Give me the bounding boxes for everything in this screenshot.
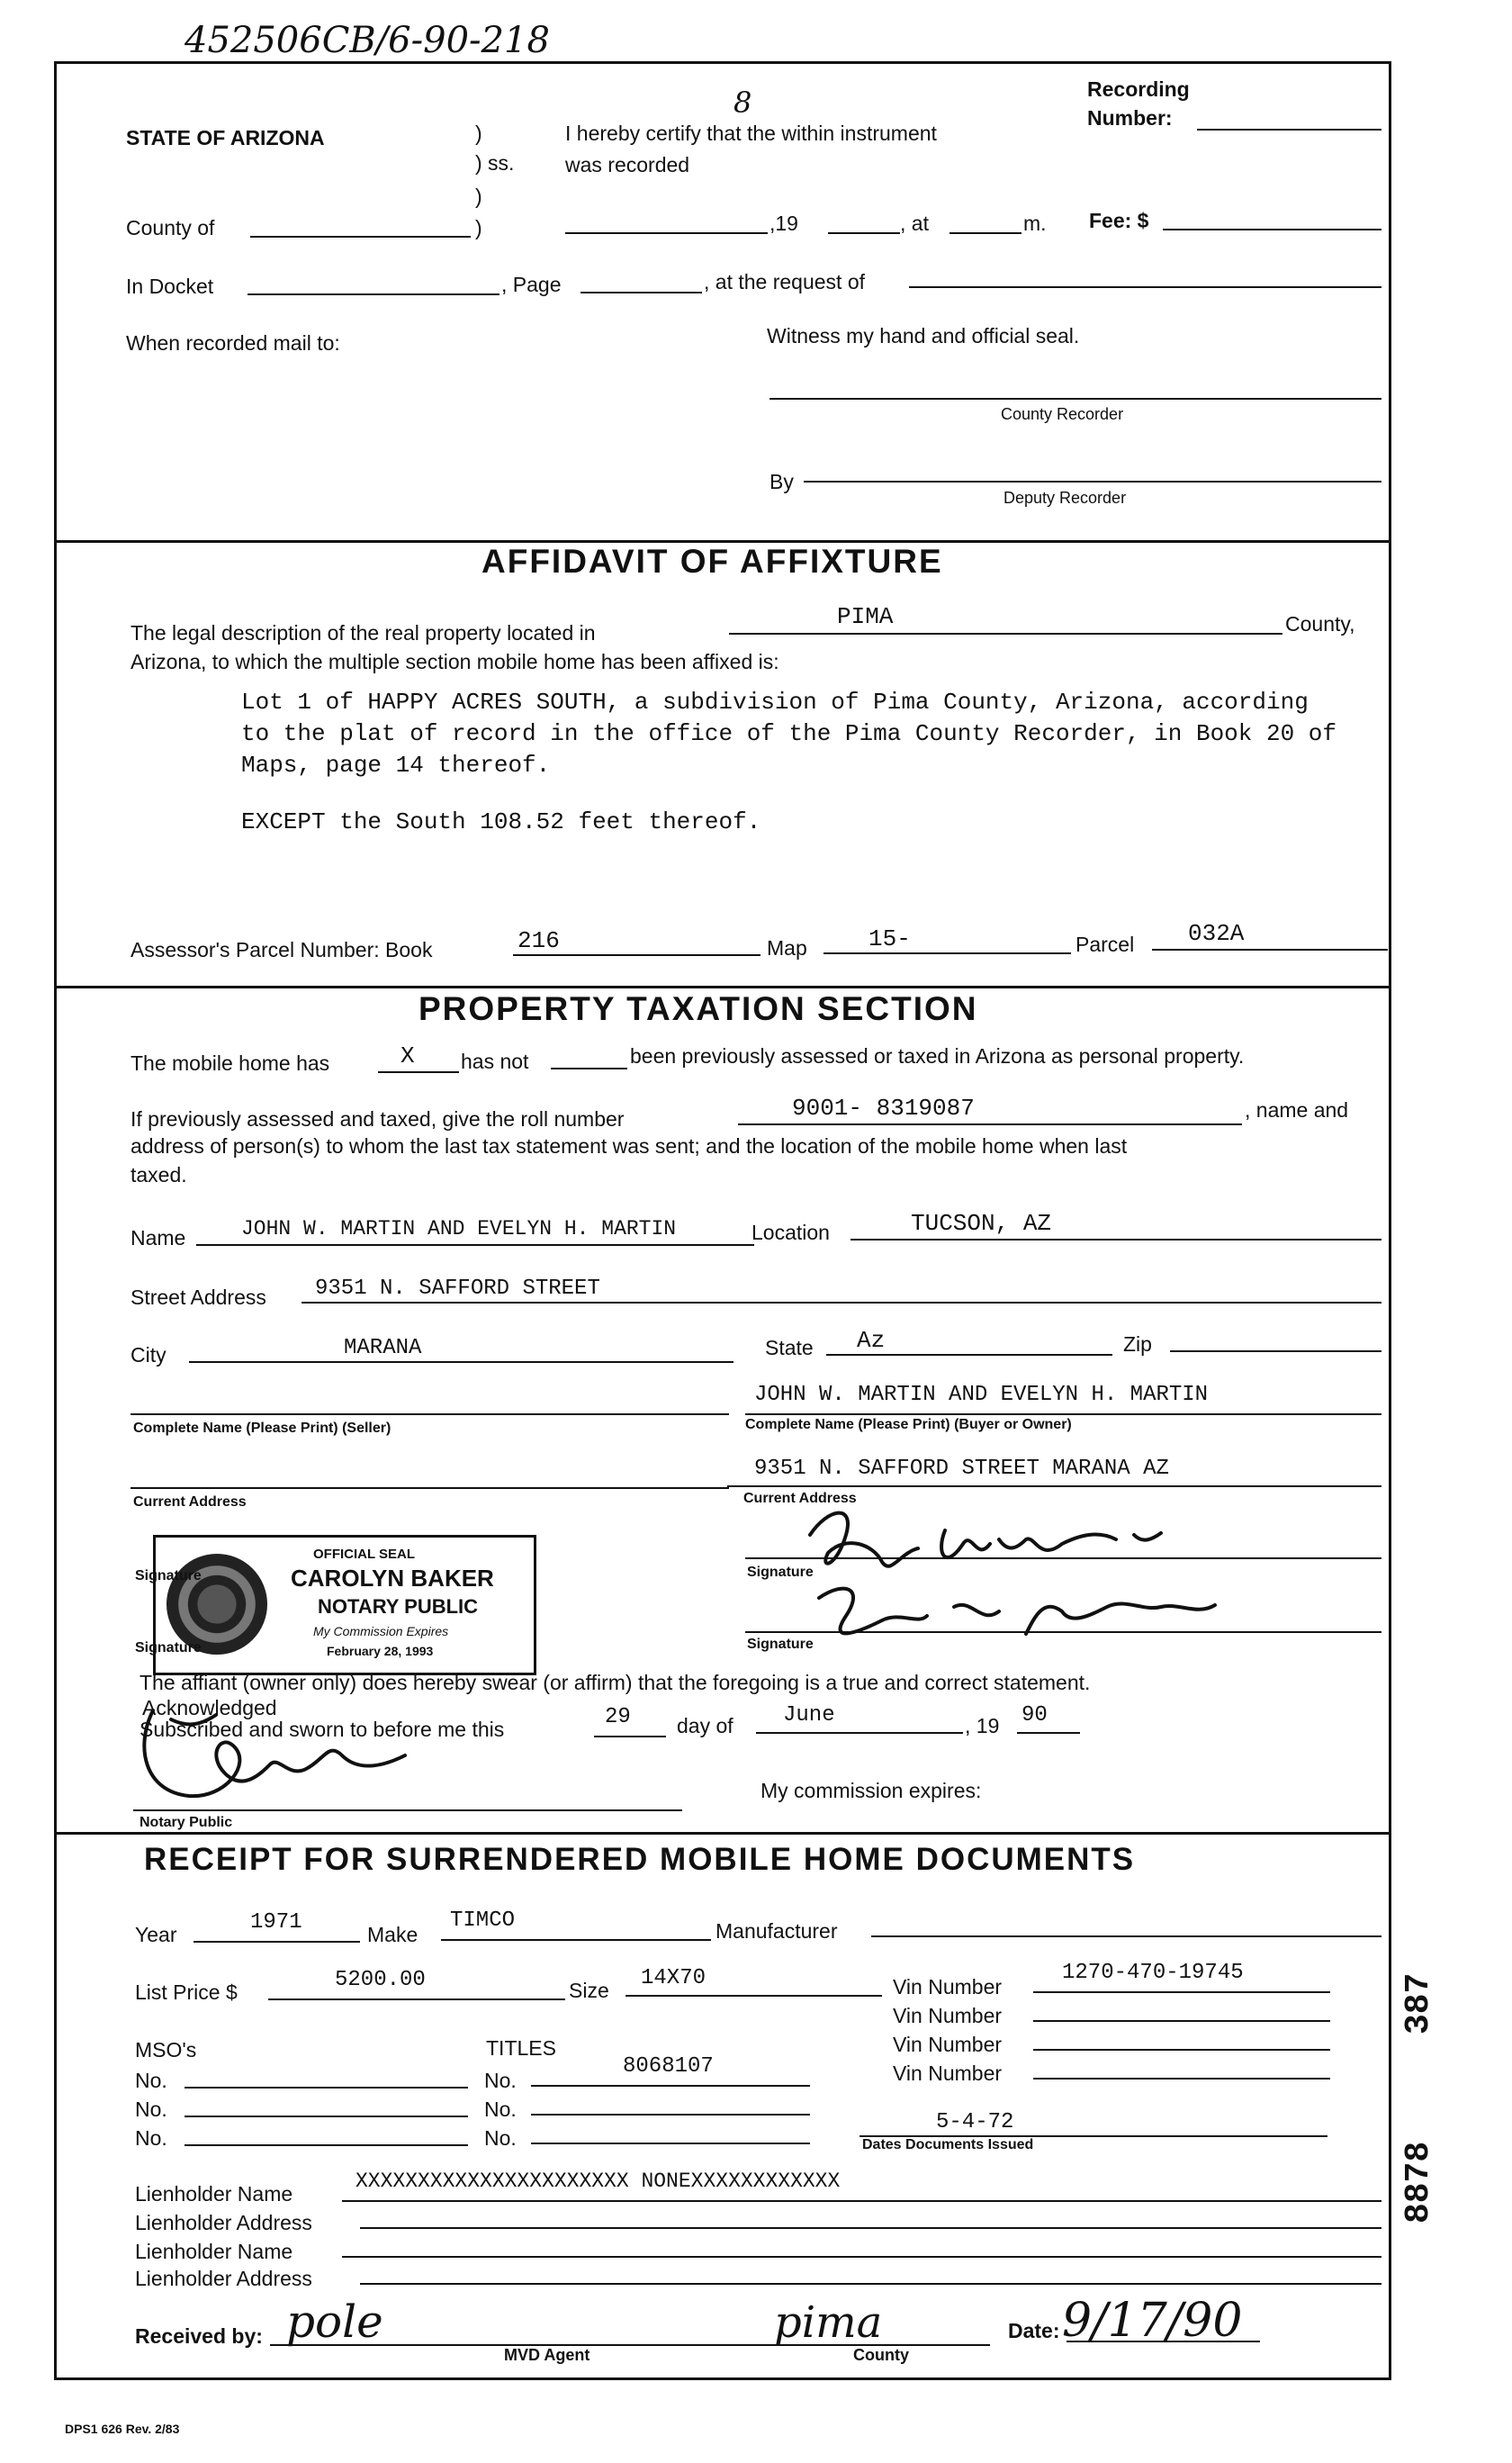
official-seal-stamp <box>153 1535 536 1675</box>
list-price-value: 5200.00 <box>335 1968 426 1992</box>
size-value: 14X70 <box>641 1966 706 1990</box>
mso-no-field-1[interactable] <box>184 2087 468 2089</box>
county-label: County <box>853 2346 909 2364</box>
map-field-line <box>824 952 1071 954</box>
recording-number-field[interactable] <box>1197 129 1382 131</box>
deputy-recorder-label: Deputy Recorder <box>1004 489 1127 507</box>
buyer-signature-label-2: Signature <box>747 1637 814 1652</box>
legal-desc-line-c: Maps, page 14 thereof. <box>241 752 551 779</box>
size-line <box>626 1995 882 1997</box>
vin-field-4[interactable] <box>1033 2078 1330 2080</box>
lienholder-name-line-1 <box>342 2200 1382 2202</box>
notary-signature-line[interactable] <box>133 1809 682 1811</box>
has-not-field[interactable] <box>551 1068 627 1069</box>
location-line <box>850 1239 1382 1241</box>
vin-field-3[interactable] <box>1033 2049 1330 2051</box>
date-issued-value: 5-4-72 <box>936 2110 1014 2134</box>
witness-label: Witness my hand and official seal. <box>767 324 1080 347</box>
state-line <box>826 1354 1112 1356</box>
lienholder-name-label-2: Lienholder Name <box>135 2240 293 2263</box>
book-value: 216 <box>518 927 560 954</box>
year-prefix-label: ,19 <box>770 212 798 235</box>
date-line <box>1066 2341 1260 2342</box>
owner-name-line <box>196 1244 754 1246</box>
year-line <box>1017 1732 1080 1734</box>
county-signature: pima <box>774 2297 883 2348</box>
affiant-statement: The affiant (owner only) does hereby swear (or affirm) that the foregoing is a true and correct statement. <box>140 1671 1091 1694</box>
seal-commission: My Commission Expires <box>313 1624 449 1638</box>
roll-field-line <box>738 1123 1242 1125</box>
zip-label: Zip <box>1123 1332 1152 1356</box>
recorded-time-field[interactable] <box>950 232 1022 234</box>
county-of-label: County of <box>126 216 215 239</box>
has-prefix: The mobile home has <box>130 1051 330 1075</box>
seal-date: February 28, 1993 <box>327 1644 434 1658</box>
receipt-title: RECEIPT FOR SURRENDERED MOBILE HOME DOCUMENTS <box>144 1842 1136 1877</box>
at-label: , at <box>900 212 929 235</box>
legal-desc-prefix: The legal description of the real property located in <box>130 621 596 645</box>
make-label: Make <box>367 1923 418 1946</box>
location-value: TUCSON, AZ <box>911 1210 1052 1237</box>
make-line <box>441 1939 711 1941</box>
day-value: 29 <box>605 1705 631 1729</box>
ss-paren-2: ) <box>475 185 482 208</box>
street-address-label: Street Address <box>130 1286 266 1309</box>
recorded-date-field[interactable] <box>565 232 768 234</box>
titles-label: TITLES <box>486 2036 556 2060</box>
request-label: , at the request of <box>704 270 866 293</box>
owner-name-label: Name <box>130 1226 186 1250</box>
top-handwritten-reference: 452506CB/6-90-218 <box>184 20 550 61</box>
state-label: STATE OF ARIZONA <box>126 126 325 149</box>
legal-desc-line-a: Lot 1 of HAPPY ACRES SOUTH, a subdivision of Pima County, Arizona, according <box>241 689 1309 716</box>
notary-public-label: Notary Public <box>140 1815 233 1830</box>
lienholder-name-label-1: Lienholder Name <box>135 2182 293 2206</box>
msos-label: MSO's <box>135 2038 197 2062</box>
has-not-label: has not <box>461 1050 529 1073</box>
title-no-label-1: No. <box>484 2069 517 2092</box>
lienholder-address-label-1: Lienholder Address <box>135 2211 312 2234</box>
county-suffix: County, <box>1285 612 1355 636</box>
mso-no-label-2: No. <box>135 2098 167 2121</box>
location-label: Location <box>752 1221 830 1244</box>
month-line <box>756 1732 963 1734</box>
notary-signature-image <box>135 1692 432 1818</box>
has-suffix: been previously assessed or taxed in Arizona as personal property. <box>630 1044 1245 1068</box>
state-label-field: State <box>765 1336 814 1359</box>
vin-number-label-2: Vin Number <box>893 2004 1003 2027</box>
parcel-field-line <box>1152 949 1388 951</box>
county-of-field[interactable] <box>250 236 471 238</box>
certify-text-1: I hereby certify that the within instrument <box>565 122 937 145</box>
day-of-label: day of <box>677 1714 734 1737</box>
recording-number-label-2: Number: <box>1087 106 1173 130</box>
roll-prefix: If previously assessed and taxed, give the roll number <box>130 1107 625 1131</box>
title-no-value: 8068107 <box>623 2054 714 2079</box>
street-address-line <box>302 1302 1382 1304</box>
except-line: EXCEPT the South 108.52 feet thereof. <box>241 808 761 835</box>
deputy-recorder-signature-line[interactable] <box>804 481 1382 483</box>
buyer-current-address-label: Current Address <box>743 1491 857 1506</box>
dates-issued-label: Dates Documents Issued <box>862 2137 1034 2152</box>
acknowledged-label: Acknowledged <box>142 1696 277 1719</box>
size-label: Size <box>569 1979 609 2002</box>
title-no-field-3[interactable] <box>531 2143 810 2144</box>
has-field-line <box>378 1071 459 1073</box>
date-label: Date: <box>1008 2319 1060 2342</box>
make-value: TIMCO <box>450 1908 516 1933</box>
ss-label: ) ss. <box>475 151 515 175</box>
current-address-label: Current Address <box>133 1494 247 1510</box>
vin-number-label-1: Vin Number <box>893 1975 1003 1998</box>
city-value: MARANA <box>344 1336 422 1360</box>
list-price-label: List Price $ <box>135 1980 238 2004</box>
street-address-value: 9351 N. SAFFORD STREET <box>315 1277 600 1301</box>
list-price-line <box>268 1998 565 2000</box>
form-number: DPS1 626 Rev. 2/83 <box>65 2422 180 2436</box>
parcel-number-label: Assessor's Parcel Number: Book <box>130 938 433 961</box>
buyer-signature-label-1: Signature <box>747 1565 814 1580</box>
owner-name-value: JOHN W. MARTIN AND EVELYN H. MARTIN <box>241 1217 677 1241</box>
received-by-label: Received by: <box>135 2324 263 2348</box>
buyer-name-line <box>745 1413 1382 1415</box>
by-label: By <box>770 470 794 493</box>
parcel-value: 032A <box>1188 920 1245 947</box>
fee-label: Fee: $ <box>1089 209 1149 232</box>
vin-field-2[interactable] <box>1033 2020 1330 2022</box>
mvd-agent-line <box>270 2344 720 2346</box>
county-value: PIMA <box>837 603 894 630</box>
owner-signatures-image <box>792 1499 1260 1652</box>
date-value: 9/17/90 <box>1062 2294 1243 2348</box>
buyer-address-line <box>727 1485 1382 1487</box>
certify-text-2: was recorded <box>565 153 690 176</box>
mso-no-field-2[interactable] <box>184 2116 468 2117</box>
seller-signature-label: Signature <box>135 1568 202 1583</box>
docket-label: In Docket <box>126 275 214 298</box>
page-label: , Page <box>501 273 562 296</box>
seal-name: CAROLYN BAKER <box>291 1565 494 1592</box>
state-value: Az <box>857 1327 886 1354</box>
model-year-line <box>194 1941 360 1943</box>
recorded-year-field[interactable] <box>828 232 900 234</box>
mso-no-label-3: No. <box>135 2126 167 2150</box>
roll-suffix: , name and <box>1245 1098 1349 1122</box>
roll-line-3: taxed. <box>130 1163 187 1186</box>
manufacturer-label: Manufacturer <box>716 1919 838 1943</box>
buyer-address-value: 9351 N. SAFFORD STREET MARANA AZ <box>754 1457 1169 1481</box>
certify-mark: 8 <box>734 86 752 120</box>
received-by-signature: pole <box>286 2296 383 2348</box>
vin-number-label-4: Vin Number <box>893 2062 1003 2085</box>
fee-field[interactable] <box>1163 229 1382 230</box>
side-stamp-top: 387 <box>1400 1972 1438 2034</box>
buyer-name-value: JOHN W. MARTIN AND EVELYN H. MARTIN <box>754 1383 1209 1407</box>
county-field-line <box>729 633 1282 635</box>
commission-expires-label: My commission expires: <box>760 1779 982 1802</box>
ss-paren-3: ) <box>475 216 482 239</box>
title-no-label-2: No. <box>484 2098 517 2121</box>
year-label: Year <box>135 1923 177 1946</box>
affidavit-title: AFFIDAVIT OF AFFIXTURE <box>482 543 943 580</box>
manufacturer-field[interactable] <box>871 1935 1382 1937</box>
day-line <box>594 1736 666 1737</box>
taxation-title: PROPERTY TAXATION SECTION <box>418 990 978 1027</box>
lienholder-address-label-2: Lienholder Address <box>135 2267 312 2290</box>
recording-number-label-1: Recording <box>1087 77 1190 101</box>
county-recorder-label: County Recorder <box>1001 405 1124 423</box>
vin-line-1 <box>1033 1991 1330 1993</box>
buyer-name-label: Complete Name (Please Print) (Buyer or Owner) <box>745 1417 1072 1432</box>
subscribed-prefix: Subscribed and sworn to before me this <box>140 1718 505 1741</box>
title-no-field-2[interactable] <box>531 2114 810 2116</box>
legal-desc-line-2: Arizona, to which the multiple section mobile home has been affixed is: <box>130 650 779 673</box>
year-value: 90 <box>1022 1703 1048 1728</box>
side-stamp-bottom: 8878 <box>1400 2141 1438 2224</box>
zip-field[interactable] <box>1170 1350 1382 1352</box>
docket-field[interactable] <box>248 293 500 295</box>
title-no-label-3: No. <box>484 2126 517 2150</box>
m-label: m. <box>1023 212 1047 235</box>
parcel-word: Parcel <box>1076 933 1135 956</box>
mso-no-label-1: No. <box>135 2069 167 2092</box>
lienholder-name-value: XXXXXXXXXXXXXXXXXXXXXX NONEXXXXXXXXXXXX <box>356 2170 841 2193</box>
map-value: 15- <box>868 925 911 952</box>
vin-value: 1270-470-19745 <box>1062 1961 1244 1985</box>
city-label: City <box>130 1343 166 1367</box>
mso-no-field-3[interactable] <box>184 2144 468 2146</box>
seller-name-line[interactable] <box>130 1413 729 1415</box>
lienholder-address-field-2[interactable] <box>360 2283 1382 2285</box>
seal-title: OFFICIAL SEAL <box>313 1547 416 1562</box>
city-line <box>189 1361 734 1363</box>
lienholder-name-field-2[interactable] <box>342 2256 1382 2258</box>
legal-desc-line-b: to the plat of record in the office of the Pima County Recorder, in Book 20 of <box>241 720 1336 747</box>
title-no-line-1 <box>531 2085 810 2087</box>
lienholder-address-field-1[interactable] <box>360 2227 1382 2229</box>
seller-name-label: Complete Name (Please Print) (Seller) <box>133 1421 392 1436</box>
year-prefix-19: , 19 <box>965 1714 1000 1737</box>
month-value: June <box>783 1703 835 1728</box>
mvd-agent-label: MVD Agent <box>504 2346 590 2364</box>
vin-number-label-3: Vin Number <box>893 2033 1003 2056</box>
section-divider-3 <box>54 1832 1391 1835</box>
book-field-line <box>513 954 760 956</box>
section-divider-2 <box>54 986 1391 988</box>
seal-role: NOTARY PUBLIC <box>318 1595 479 1618</box>
has-value: X <box>400 1042 415 1069</box>
roll-line-2: address of person(s) to whom the last tax statement was sent; and the location of the mobile home when last <box>130 1134 1128 1158</box>
map-label: Map <box>767 936 807 960</box>
model-year-value: 1971 <box>250 1910 302 1935</box>
roll-value: 9001- 8319087 <box>792 1095 975 1122</box>
seller-signature-label-2: Signature <box>135 1640 202 1656</box>
ss-paren-1: ) <box>475 122 482 145</box>
seller-address-line[interactable] <box>130 1487 729 1489</box>
request-field[interactable] <box>909 286 1382 288</box>
mail-to-label: When recorded mail to: <box>126 331 340 355</box>
page-field[interactable] <box>580 292 702 293</box>
county-recorder-signature-line[interactable] <box>770 398 1382 400</box>
